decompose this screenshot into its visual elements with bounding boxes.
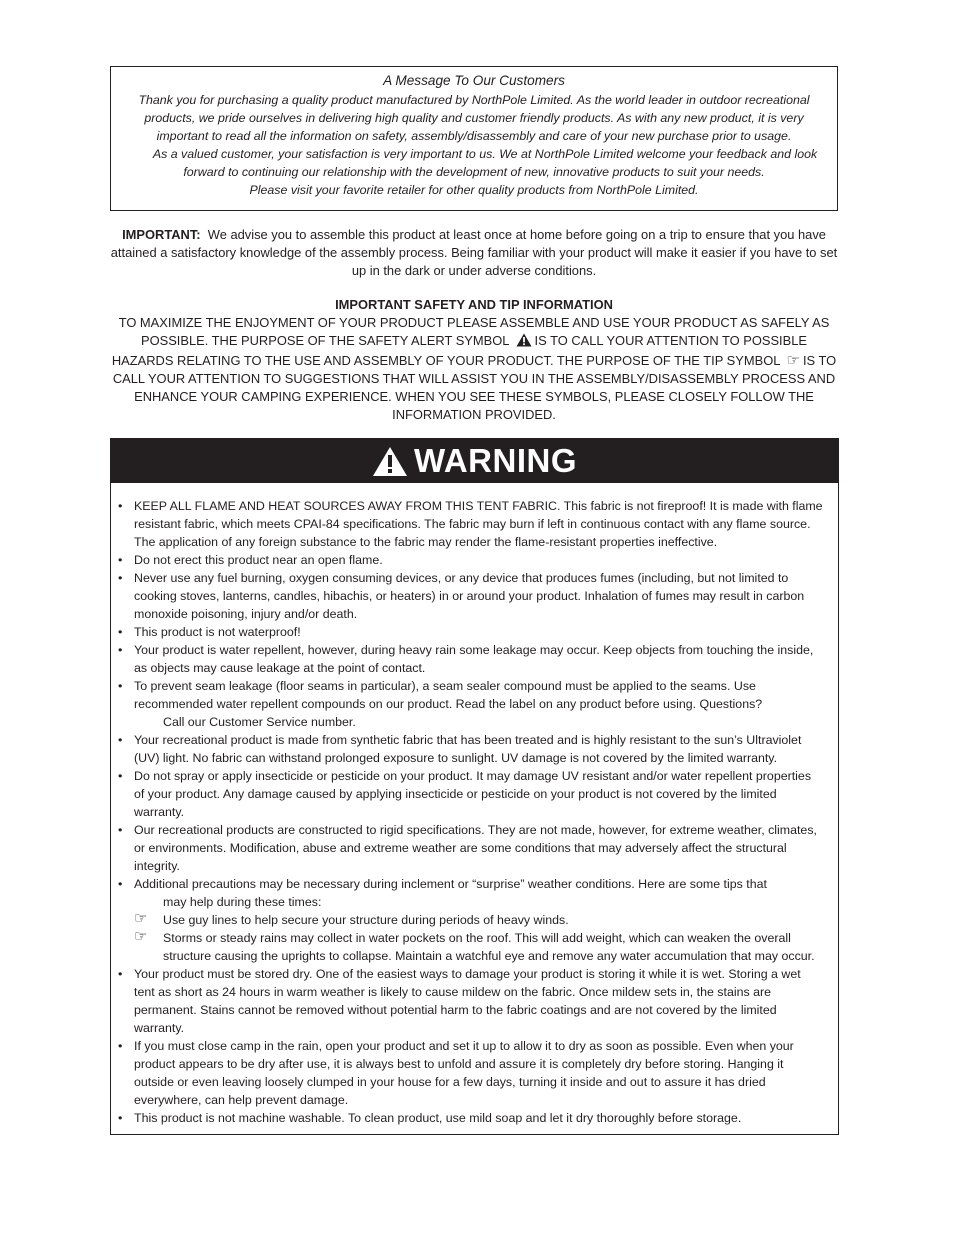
bullet-icon: • bbox=[118, 499, 123, 513]
warning-item bbox=[117, 965, 824, 1037]
important-notice bbox=[110, 226, 838, 280]
tip-item bbox=[134, 911, 824, 929]
warning-banner bbox=[111, 439, 838, 483]
tip-item-text: Storms or steady rains may collect in water pockets on the roof. This will add weight, which can weaken the overall structure causing the uprights to collapse. Maintain a watchful eye and remove any water accumulation that may occur. bbox=[163, 931, 815, 963]
safety-text bbox=[110, 314, 838, 424]
pointing-hand-icon: ☞ bbox=[134, 928, 148, 945]
bullet-icon: • bbox=[118, 823, 123, 837]
bullet-icon: • bbox=[118, 733, 123, 747]
warning-item bbox=[117, 875, 824, 965]
bullet-icon: • bbox=[118, 625, 123, 639]
tip-item-text: Use guy lines to help secure your structure during periods of heavy winds. bbox=[163, 913, 569, 927]
safety-text-part-c: IS TO CALL YOUR ATTENTION TO SUGGESTIONS THAT WILL ASSIST YOU IN THE ASSEMBLY/DISASSEMBLY PROCESS AND ENHANCE YOUR CAMPING EXPERIENCE. WHEN YOU SEE THESE SYMBOLS, PLEASE CLOSELY FOLLOW THE INFORMATION PROVIDED. bbox=[112, 353, 837, 422]
warning-triangle-icon bbox=[516, 333, 532, 352]
warning-item bbox=[117, 1109, 824, 1127]
bullet-icon: • bbox=[118, 643, 123, 657]
customer-message-paragraph-2: As a valued customer, your satisfaction is very important to us. We at NorthPole Limited welcome your feedback and look forward to continuing our relationship with the development of new, innovative products to suit your needs. bbox=[152, 147, 818, 179]
warning-item bbox=[117, 551, 824, 569]
warning-item bbox=[117, 641, 824, 677]
bullet-icon: • bbox=[118, 1039, 123, 1053]
bullet-icon: • bbox=[118, 877, 123, 891]
warning-item-text: Your recreational product is made from synthetic fabric that has been treated and is highly resistant to the sun’s Ultraviolet (UV) light. No fabric can withstand prolonged exposure to sunlight. UV damage is not covered by the limited warranty. bbox=[134, 733, 802, 765]
safety-heading: IMPORTANT SAFETY AND TIP INFORMATION bbox=[335, 297, 613, 312]
warning-item bbox=[117, 1037, 824, 1109]
tip-item bbox=[134, 929, 824, 965]
bullet-icon: • bbox=[118, 769, 123, 783]
warning-item bbox=[117, 677, 824, 731]
pointing-hand-icon: ☞ bbox=[134, 910, 148, 927]
bullet-icon: • bbox=[118, 571, 123, 585]
safety-text-part-a: TO MAXIMIZE THE ENJOYMENT OF YOUR PRODUCT PLEASE ASSEMBLE AND USE YOUR PRODUCT AS SAFELY AS POSSIBLE. THE PURPOSE OF THE SAFETY ALERT SYMBOL bbox=[118, 315, 830, 348]
warning-triangle-icon bbox=[372, 446, 408, 477]
safety-tip-section bbox=[110, 296, 838, 424]
warning-item bbox=[117, 731, 824, 767]
warning-item-text: To prevent seam leakage (floor seams in particular), a seam sealer compound must be applied to the seams. Use recommended water repellent compounds on our product. Read the label on any product before using. Questions? bbox=[134, 679, 763, 711]
warning-item-text: This product is not waterproof! bbox=[134, 625, 301, 639]
important-label: IMPORTANT: bbox=[122, 227, 201, 242]
warning-item bbox=[117, 569, 824, 623]
warning-item-text: Additional precautions may be necessary during inclement or “surprise” weather conditions. Here are some tips that bbox=[134, 877, 767, 891]
important-text: We advise you to assemble this product at least once at home before going on a trip to ensure that you have attained a satisfactory knowledge of the assembly process. Being familiar with your product will make it easier if you have to set up in the dark or under adverse conditions. bbox=[110, 227, 838, 278]
warning-item-text: KEEP ALL FLAME AND HEAT SOURCES AWAY FROM THIS TENT FABRIC. This fabric is not fireproof! It is made with flame resistant fabric, which meets CPAI-84 specifications. The fabric may burn if left in continuous contact with any flame source. The application of any foreign substance to the fabric may render the flame-resistant properties ineffective. bbox=[134, 499, 823, 549]
warning-item-text: Never use any fuel burning, oxygen consuming devices, or any device that produces fumes (including, but not limited to cooking stoves, lanterns, candles, hibachis, or heaters) in or around your product. Inhalation of fumes may result in carbon monoxide poisoning, injury and/or death. bbox=[134, 571, 805, 621]
warning-item bbox=[117, 623, 824, 641]
warning-item bbox=[117, 821, 824, 875]
warning-item-text: If you must close camp in the rain, open your product and set it up to allow it to dry as soon as possible. Even when your product appears to be dry after use, it is always best to unfold and assure it is completely dry before storing. Hanging it outside or even leaving loosely clumped in your house for a few days, turning it inside and out to assure it has dried everywhere, can help prevent damage. bbox=[134, 1039, 794, 1107]
warning-item-text: Do not erect this product near an open flame. bbox=[134, 553, 383, 567]
warning-item bbox=[117, 497, 824, 551]
warning-item-text: Your product must be stored dry. One of the easiest ways to damage your product is storing it while it is wet. Storing a wet tent as short as 24 hours in warm weather is likely to cause mildew on the fabric. Once mildew sets in, the stains are permanent. Stains cannot be removed without potential harm to the fabric coatings and are not covered by the limited warranty. bbox=[134, 967, 801, 1035]
warning-item-text: This product is not machine washable. To clean product, use mild soap and let it dry thoroughly before storage. bbox=[134, 1111, 742, 1125]
warning-item bbox=[117, 767, 824, 821]
warning-item-text: Our recreational products are constructed to rigid specifications. They are not made, however, for extreme weather, climates, or environments. Modification, abuse and extreme weather are some conditions that may adversely affect the structural integrity. bbox=[134, 823, 817, 873]
bullet-icon: • bbox=[118, 967, 123, 981]
warning-item-text: Do not spray or apply insecticide or pesticide on your product. It may damage UV resistant and/or water repellent properties of your product. Any damage caused by applying insecticide or pesticide on your product is not covered by the limited warranty. bbox=[134, 769, 812, 819]
bullet-icon: • bbox=[118, 553, 123, 567]
customer-message-box bbox=[110, 66, 838, 211]
customer-message-paragraph-1: Thank you for purchasing a quality product manufactured by NorthPole Limited. As the world leader in outdoor recreational products, we pride ourselves in delivering high quality and customer friendly products. As with any new product, it is very important to read all the information on safety, assembly/disassembly and care of your new purchase prior to usage. bbox=[138, 93, 810, 143]
customer-message-paragraph-3: Please visit your favorite retailer for other quality products from NorthPole Limited. bbox=[249, 183, 699, 197]
bullet-icon: • bbox=[118, 1111, 123, 1125]
warning-title: WARNING bbox=[414, 442, 577, 479]
warning-item-text: Your product is water repellent, however, during heavy rain some leakage may occur. Keep objects from touching the inside, as objects may cause leakage at the point of contact. bbox=[134, 643, 814, 675]
tip-list bbox=[134, 911, 824, 965]
warning-box bbox=[110, 438, 839, 1135]
warning-list bbox=[111, 483, 838, 1127]
pointing-hand-icon: ☞ bbox=[786, 352, 800, 369]
warning-item-continuation: Call our Customer Service number. bbox=[163, 715, 356, 729]
bullet-icon: • bbox=[118, 679, 123, 693]
warning-item-continuation: may help during these times: bbox=[163, 895, 322, 909]
customer-message-title: A Message To Our Customers bbox=[383, 73, 565, 88]
safety-text-part-b: IS TO CALL YOUR ATTENTION TO POSSIBLE HAZARDS RELATING TO THE USE AND ASSEMBLY OF YOUR PRODUCT. THE PURPOSE OF THE TIP SYMBOL bbox=[111, 333, 808, 368]
